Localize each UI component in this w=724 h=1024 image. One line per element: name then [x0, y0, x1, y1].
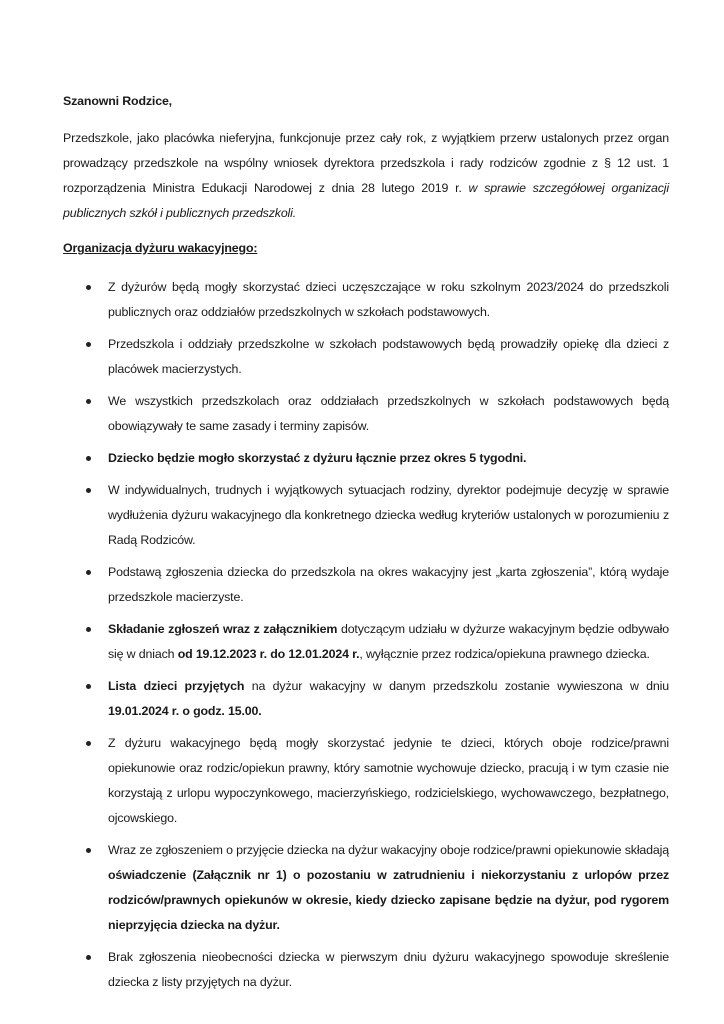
list-item [63, 945, 669, 995]
bold-text: Składanie zgłoszeń wraz z załącznikiem [108, 622, 338, 636]
document-page [63, 89, 669, 1002]
bold-text: Dziecko będzie mogło skorzystać z dyżuru łącznie przez okres 5 tygodni. [108, 451, 527, 465]
bullet-dot-icon [86, 955, 91, 960]
list-item [63, 332, 669, 382]
intro-italic-text: w sprawie szczegółowej organizacji publicznych szkół i publicznych przedszkoli. [63, 181, 670, 220]
bold-text: od 19.12.2023 r. do 12.01.2024 r. [177, 647, 360, 661]
list-item [63, 389, 669, 439]
list-item [63, 560, 669, 610]
text: Wraz ze zgłoszeniem o przyjęcie dziecka na dyżur wakacyjny oboje rodzice/prawni opiekunowie składają [108, 843, 669, 857]
intro-text: Przedszkole, jako placówka nieferyjna, funkcjonuje przez cały rok, z wyjątkiem przerw ustalonych przez organ prowadzący przedszkole na wspólny wniosek dyrektora przedszkola i rady rodziców zgodnie z § 12 ust. 1 rozporządzenia Ministra Edukacji Narodowej z dnia 28 lutego 2019 r. [63, 131, 669, 195]
list-item [63, 731, 669, 831]
bullet-dot-icon [86, 342, 91, 347]
greeting: Szanowni Rodzice, [63, 94, 172, 108]
text: W indywidualnych, trudnych i wyjątkowych sytuacjach rodziny, dyrektor podejmuje decyzję w sprawie wydłużenia dyżuru wakacyjnego dla konkretnego dziecka według kryteriów ustalonych w porozumieniu z Radą Rodziców. [108, 483, 669, 547]
bullet-dot-icon [86, 627, 91, 632]
bullet-dot-icon [86, 488, 91, 493]
text: Przedszkola i oddziały przedszkolne w szkołach podstawowych będą prowadziły opiekę dla dzieci z placówek macierzystych. [108, 337, 669, 376]
list-item [63, 446, 669, 471]
text: Podstawą zgłoszenia dziecka do przedszkola na okres wakacyjny jest „karta zgłoszenia”, którą wydaje przedszkole macierzyste. [108, 565, 669, 604]
text: Brak zgłoszenia nieobecności dziecka w pierwszym dniu dyżuru wakacyjnego spowoduje skreślenie dziecka z listy przyjętych na dyżur. [108, 950, 669, 989]
text: na dyżur wakacyjny w danym przedszkolu zostanie wywieszona w dniu [244, 679, 669, 693]
bullet-list [63, 275, 669, 995]
bullet-dot-icon [86, 285, 91, 290]
list-item [63, 275, 669, 325]
bullet-dot-icon [86, 570, 91, 575]
bold-text: 19.01.2024 r. o godz. 15.00. [108, 704, 262, 718]
text: Z dyżurów będą mogły skorzystać dzieci uczęszczające w roku szkolnym 2023/2024 do przedszkoli publicznych oraz oddziałów przedszkolnych w szkołach podstawowych. [108, 280, 669, 319]
list-item [63, 478, 669, 553]
list-item [63, 838, 669, 938]
list-item [63, 617, 669, 667]
intro-paragraph [63, 126, 669, 226]
section-title: Organizacja dyżuru wakacyjnego: [63, 241, 258, 255]
bullet-dot-icon [86, 399, 91, 404]
bold-text: Lista dzieci przyjętych [108, 679, 245, 693]
text: We wszystkich przedszkolach oraz oddziałach przedszkolnych w szkołach podstawowych będą obowiązywały te same zasady i terminy zapisów. [108, 394, 669, 433]
bold-text: oświadczenie (Załącznik nr 1) o pozostaniu w zatrudnieniu i niekorzystaniu z urlopów przez rodziców/prawnych opiekunów w okresie, kiedy dziecko zapisane będzie na dyżur, pod rygorem nieprzyjęcia dziecka na dyżur. [108, 868, 669, 932]
bullet-dot-icon [86, 456, 91, 461]
list-item [63, 674, 669, 724]
text: , wyłącznie przez rodzica/opiekuna prawnego dziecka. [359, 647, 650, 661]
text: dotyczącym udziału w dyżurze wakacyjnym będzie odbywało się w dniach [108, 622, 669, 661]
bullet-dot-icon [86, 848, 91, 853]
bullet-dot-icon [86, 741, 91, 746]
bullet-dot-icon [86, 684, 91, 689]
text: Z dyżuru wakacyjnego będą mogły skorzystać jedynie te dzieci, których oboje rodzice/prawni opiekunowie oraz rodzic/opiekun prawny, który samotnie wychowuje dziecko, pracują i w tym czasie nie korzystają z urlopu wypoczynkowego, macierzyńskiego, rodzicielskiego, wychowawczego, bezpłatnego, ojcowskiego. [108, 736, 669, 825]
